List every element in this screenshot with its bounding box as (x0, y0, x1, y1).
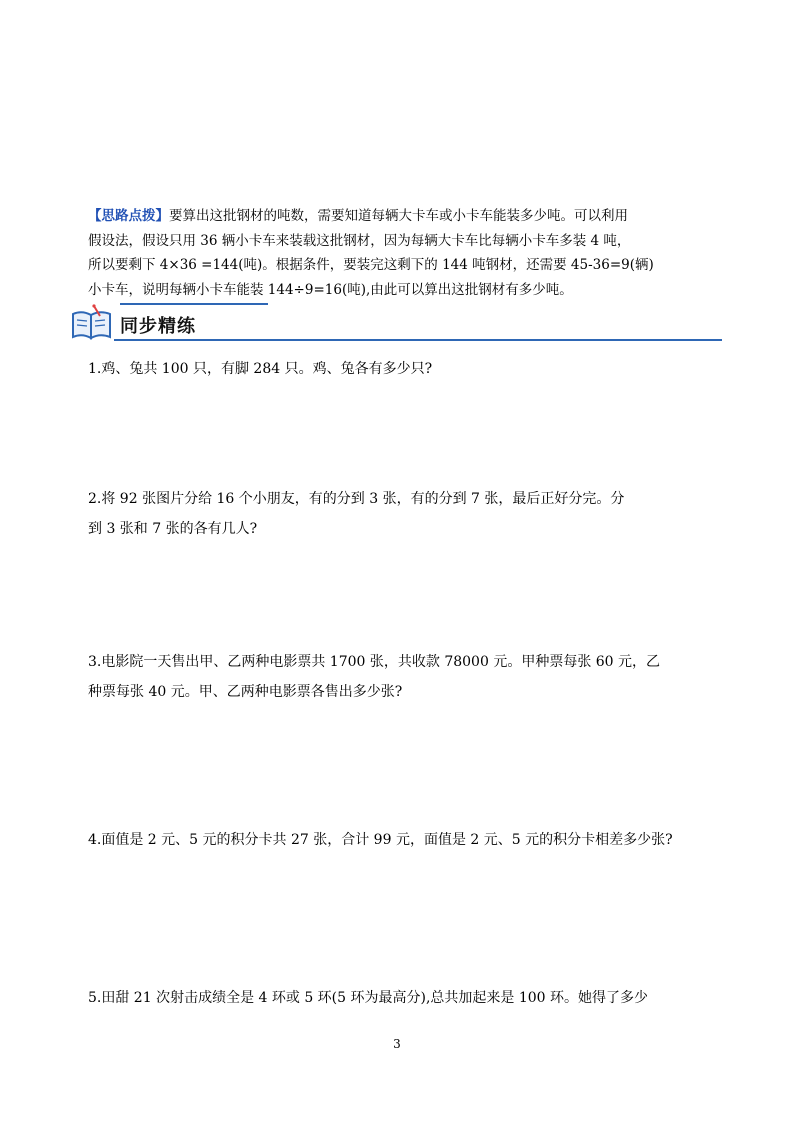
question-1 (88, 354, 738, 384)
section-header (70, 300, 722, 344)
header-underline (114, 339, 722, 341)
page-number: 3 (393, 1037, 401, 1051)
hint-line: 所以要剩下 4×36 =144(吨)。根据条件，要装完这剩下的 144 吨钢材，还需要 45-36=9(辆) (88, 257, 654, 273)
header-accent-line (120, 303, 268, 305)
question-4 (88, 825, 748, 855)
hint-text: 要算出这批钢材的吨数，需要知道每辆大卡车或小卡车能装多少吨。可以利用 (169, 208, 628, 224)
question-text-continued: 到 3 张和 7 张的各有几人? (88, 521, 258, 537)
section-title: 同步精练 (120, 316, 196, 337)
question-text-continued: 种票每张 40 元。甲、乙两种电影票各售出多少张? (88, 684, 403, 700)
question-3 (88, 647, 738, 707)
book-icon (70, 302, 114, 342)
question-2 (88, 484, 738, 544)
question-text: 3.电影院一天售出甲、乙两种电影票共 1700 张，共收款 78000 元。甲种票每张 60 元，乙 (88, 654, 661, 670)
question-text: 1.鸡、兔共 100 只，有脚 284 只。鸡、兔各有多少只? (88, 361, 433, 377)
question-text: 5.田甜 21 次射击成绩全是 4 环或 5 环(5 环为最高分),总共加起来是 100 环。她得了多少 (88, 990, 649, 1006)
hint-label: 【思路点拨】 (88, 208, 169, 224)
question-text: 4.面值是 2 元、5 元的积分卡共 27 张，合计 99 元，面值是 2 元、5 元的积分卡相差多少张? (88, 832, 673, 848)
question-text: 2.将 92 张图片分给 16 个小朋友，有的分到 3 张，有的分到 7 张，最后正好分完。分 (88, 491, 625, 507)
hint-line: 假设法，假设只用 36 辆小卡车来装载这批钢材，因为每辆大卡车比每辆小卡车多装 4 吨， (88, 232, 631, 249)
hint-line: 小卡车，说明每辆小卡车能装 144÷9=16(吨),由此可以算出这批钢材有多少吨。 (88, 281, 573, 298)
hint-paragraph (88, 204, 728, 302)
question-5 (88, 983, 738, 1013)
hint-line (88, 208, 628, 224)
